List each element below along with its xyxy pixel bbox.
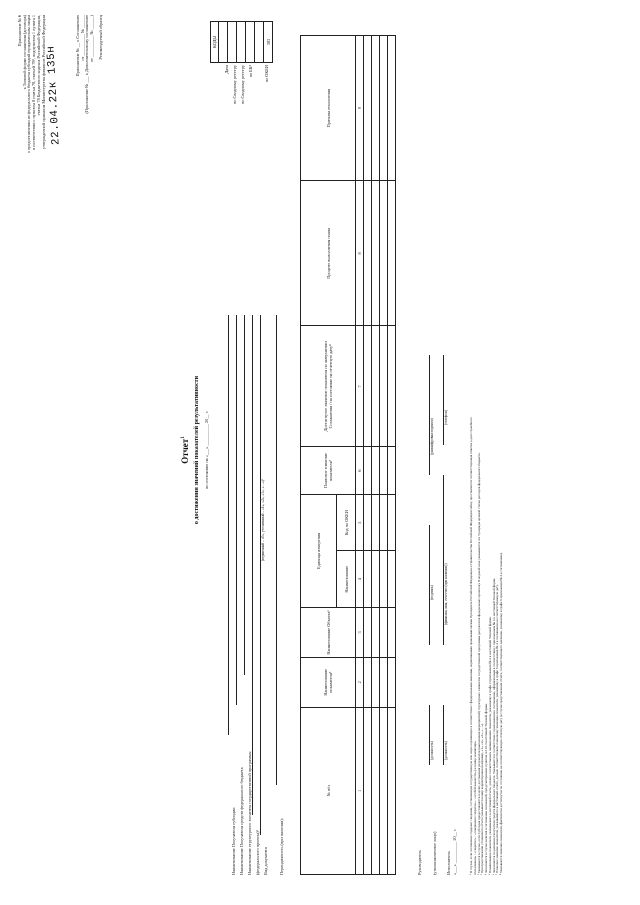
indicators-table-wrap <box>300 35 396 875</box>
codes-box <box>210 21 273 63</box>
appendix-ref-line: от __________ № ______ <box>79 15 85 61</box>
col-number: 5 <box>356 494 364 551</box>
codes-labels <box>225 65 273 145</box>
header-field-row <box>222 315 236 875</box>
footnote: ² Указывается в случае, если Субсидия предоставляется в целях достижения результатов (выполнения мероприятий) структурных элементов государственной программы (результатов федеральных проектов). В кодовой зоне указываются 4 и 5 разряды целевой статьи расходов федерального бюджета. <box>476 452 481 875</box>
code-label: по Сводному реестру <box>240 65 245 105</box>
th-reason: Причина отклонения <box>301 36 356 181</box>
head-label: Руководитель <box>417 850 422 875</box>
th-actual: Достигнутое значение показателя по завершении Соглашения / на состояние на отчетную дату⁸ <box>301 326 356 447</box>
table-row <box>388 36 396 875</box>
appendix-line: о предоставлении из федерального бюджета субсидий юридическим лицам <box>26 15 32 154</box>
appendix-line: Приложение № 6 <box>17 15 22 47</box>
handwritten-stamp: 22.04.22к 135н <box>45 45 63 146</box>
header-field-label: Наименование структурного элемента государственной программы <box>247 751 252 875</box>
executor-label: Исполнитель <box>445 850 451 875</box>
header-fields <box>222 315 284 875</box>
header-field-label: Наименование Получателя средств федерального бюджета <box>239 767 244 875</box>
appendix-ref-line: (Приложение № ___ к Дополнительному соглашению <box>84 15 90 114</box>
col-number: 8 <box>356 181 364 326</box>
recommended-sample-note: Рекомендуемый образец <box>97 15 103 60</box>
fill-line <box>429 355 430 475</box>
th-unit: Единица измерения <box>301 494 337 607</box>
appendix-ref-line: от __________ № ______) <box>89 15 95 63</box>
executor-row <box>437 315 451 875</box>
phone-caption: (телефон) <box>443 409 448 425</box>
header-field-row <box>246 315 260 875</box>
appendix-line: к Типовой форме соглашения (договора) <box>21 15 27 90</box>
codes-cell <box>255 22 264 63</box>
code-label: Дата <box>224 65 229 74</box>
appendix-ref-line: Приложение № __ к Соглашению <box>75 15 80 77</box>
table-row <box>372 36 380 875</box>
report-title-text: Отчет <box>180 438 190 464</box>
footnote: ⁵ Наименование показателя, указываемого в настоящей отчете, должно соответствовать наименованию показателя, указанному в графе 2 приложения № 4 к настоящей Типовой форме. <box>487 616 492 875</box>
footnote: ⁷ Плановое значение показателя, указываемого в настоящей отчете, должно соответствовать плановому значению показателя, указанному в графе 6 приложения № 4 к соглашению на соответствующую дату. <box>495 584 500 875</box>
fill-line <box>443 355 444 445</box>
fill-line <box>276 315 277 785</box>
col-number: 1 <box>356 707 364 874</box>
title-footnote-mark: 1 <box>181 436 186 439</box>
appendix-line: утвержденной приказом Министерства финансов Российской Федерации <box>40 15 46 150</box>
col-number: 7 <box>356 326 364 447</box>
codes-cell <box>228 22 237 63</box>
footnote: ⁸ Указывается значение показателя, фактически достигнутое по состоянию на соответствующую отчетную дату (в случае представления отчета, соответствующего значению, указанному в графе 6 приложения № 4 к соглашению). <box>499 552 504 875</box>
fill-line <box>236 315 237 705</box>
col-number: 4 <box>356 551 364 608</box>
header-field-label: Периодичность (при наличии): <box>279 818 284 875</box>
table-row <box>380 36 388 875</box>
header-field-row <box>270 315 284 875</box>
signature-date: «___» __________ 20__ г. <box>451 828 457 875</box>
name-caption: (расшифровка подписи) <box>429 418 434 455</box>
fill-line <box>244 315 245 675</box>
footnote: ¹ В случае, если соглашение содержит сведения, составляющие государственную или иную охраняемую в соответствии с федеральными законами, нормативными правовыми актами Президента Российской Федерации и Правительства Российской Федерации тайну, проставляется соответствующая отметка («для служебного <box>469 417 473 875</box>
fill-line <box>260 315 261 835</box>
col-number: 9 <box>356 36 364 181</box>
indicators-table <box>300 35 396 875</box>
header-field-row <box>230 315 244 875</box>
code-label: по БК⁴ <box>248 65 253 78</box>
table-row <box>364 36 372 875</box>
position-caption: (должность) <box>443 741 448 760</box>
col-number: 6 <box>356 447 364 495</box>
footnote: пользования» / «секретно» / «совершенно секретно» / «особой важности») и номер экземпляра. <box>472 740 477 875</box>
th-unit-name: Наименование <box>337 551 356 608</box>
signature-block <box>418 315 457 875</box>
th-object: Наименование Объекта⁶ <box>301 607 356 657</box>
codes-okei-cell: 383 <box>264 22 273 63</box>
header-field-label: (федерального проекта)² <box>255 830 260 875</box>
signature-caption: (подпись) <box>429 585 434 600</box>
th-num: № п/п <box>301 707 356 874</box>
appendix-block <box>18 15 46 295</box>
footnote: ⁶ Заполняется по решению Получателя средств федерального бюджета. Указывается в соответствии с приложением к соглашению, оформленным в соответствии с приложением № 4 к настоящей Типовой форме. <box>491 577 496 875</box>
appendix-line: статьи 78 Бюджетного кодекса Российской Федерации, <box>35 15 41 116</box>
header-field-row <box>238 315 252 875</box>
codes-cell <box>237 22 246 63</box>
fill-line <box>228 315 229 735</box>
fill-line <box>252 315 253 815</box>
codes-cell <box>246 22 255 63</box>
report-title <box>180 325 190 575</box>
footnote: ³ При представлении уточненного отчета указывается номер корректировки (например, «1», «2», «3», «…»). <box>480 723 485 875</box>
th-unit-okei: Код по ОКЕИ <box>337 494 356 551</box>
col-number: 3 <box>356 607 364 657</box>
appendix-line: в соответствии с пунктом 8 статьи 78, статьей 78², подпунктом 1 пункта 1 <box>31 15 37 150</box>
report-subtitle: о достижении значений показателей результативности <box>194 375 200 525</box>
head-row <box>423 315 437 875</box>
col-number: 2 <box>356 657 364 707</box>
code-label: по Сводному реестру <box>232 65 237 105</box>
report-date-line: по состоянию на «___» __________ 20__ г. <box>204 411 209 490</box>
code-label: по ОКЕИ <box>264 65 269 83</box>
position-caption: (должность) <box>429 741 434 760</box>
footnotes <box>470 15 504 875</box>
th-percent: Процент выполнения плана <box>301 181 356 326</box>
doc-type-hint: (первичный – «0», уточненный – «1», «2», «3», «…»)³ <box>261 478 265 562</box>
executor-name-caption: (фамилия, имя, отчество (при наличии)) <box>443 563 448 625</box>
footnote: ⁴ Заполняется в случае наличия в соглашении положений, предусмотренных пунктом 4.3.18.3 настоящей Типовой формы. <box>484 703 489 875</box>
header-field-label: Вид документа <box>263 847 268 875</box>
appendix-ref-block <box>76 15 104 205</box>
th-plan: Плановое значение показателя⁷ <box>301 447 356 495</box>
codes-cell <box>219 22 228 63</box>
th-indicator: Наименование показателя⁵ <box>301 657 356 707</box>
header-field-label: Наименование Получателя субсидии <box>231 807 236 875</box>
head-sub-label: (уполномоченное лицо) <box>431 831 437 875</box>
codes-header: КОДЫ <box>211 22 219 63</box>
